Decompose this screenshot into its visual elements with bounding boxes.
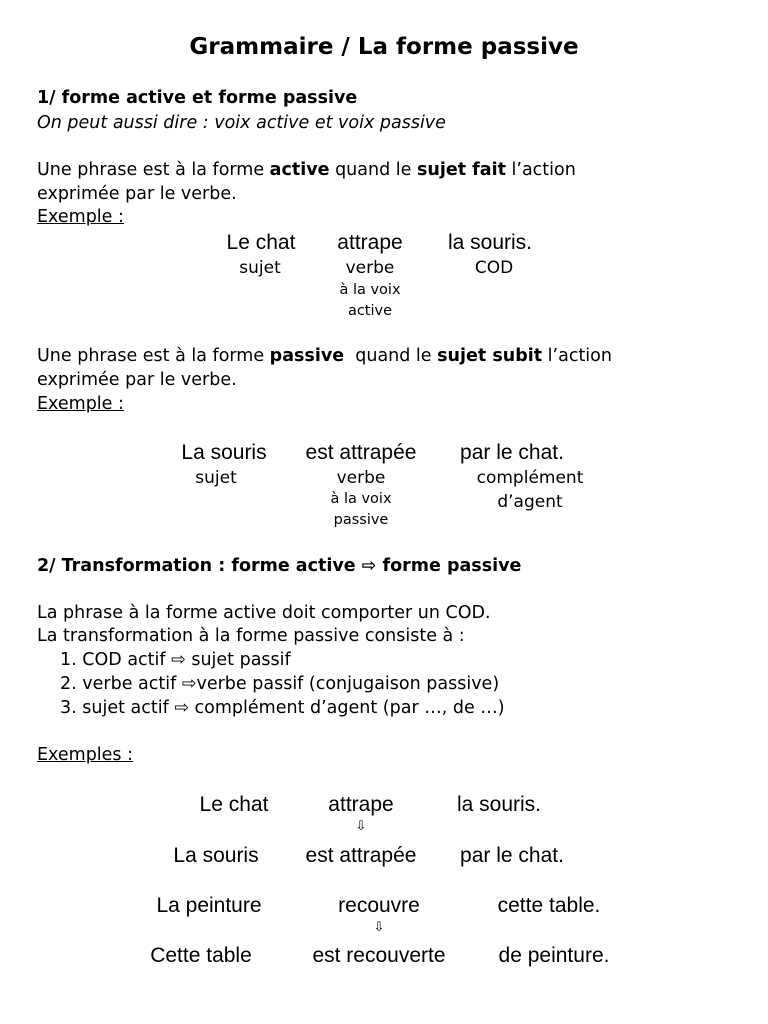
transform2-passive-verb: est recouverte (312, 944, 446, 967)
section1-subtitle: On peut aussi dire : voix active et voix passive (37, 113, 446, 133)
section2-heading (37, 556, 521, 576)
down-arrow-icon: ⇩ (373, 920, 385, 935)
section2-heading-text-1: 2/ Transformation : forme active (37, 556, 362, 576)
transform2-passive-agent: de peinture. (498, 944, 610, 967)
step-number: 1. (60, 650, 77, 670)
transform2-passive-subject: Cette table (150, 944, 252, 967)
step-text: COD actif ⇨ sujet passif (82, 650, 291, 670)
passive-def-bold-2: sujet subit (437, 346, 543, 366)
examples-label: Exemples : (37, 745, 134, 765)
example-passive-label-subject: sujet (195, 468, 237, 488)
passive-def-text-3: l’action (542, 346, 612, 366)
transform1-passive-subject: La souris (173, 844, 259, 867)
passive-def-text-1: Une phrase est à la forme (37, 346, 270, 366)
example-passive-label-agent-2: d’agent (497, 492, 563, 512)
transform1-passive-agent: par le chat. (460, 844, 564, 867)
active-def-bold-1: active (269, 160, 330, 180)
passive-def-bold-1: passive (269, 346, 345, 366)
passive-def-text-2: quand le (344, 346, 438, 366)
section2-heading-text-2: forme passive (376, 556, 522, 576)
example-active-label-cod: COD (474, 258, 514, 278)
step-number: 2. (60, 674, 77, 694)
transform2-active-cod: cette table. (497, 894, 601, 917)
section2-line1: La phrase à la forme active doit comporter un COD. (37, 603, 491, 623)
step-2 (60, 674, 499, 694)
example-passive-word-subject: La souris (181, 441, 267, 464)
example-active-word-cod: la souris. (447, 231, 533, 254)
example-passive-label-verb: verbe (336, 468, 386, 488)
step-text: verbe actif ⇨verbe passif (conjugaison passive) (82, 674, 500, 694)
example-passive-verb-note (330, 489, 391, 531)
example-active-verb-note (339, 280, 400, 322)
passive-definition (37, 346, 612, 366)
example-active-word-verb: attrape (337, 231, 403, 254)
transform1-active-verb: attrape (328, 793, 394, 816)
active-def-text-1: Une phrase est à la forme (37, 160, 270, 180)
verb-note-passive-line2: passive (333, 512, 389, 528)
example-passive-label-agent: complément (476, 468, 584, 488)
example-active-label-verb: verbe (345, 258, 395, 278)
example-passive-word-verb: est attrapée (305, 441, 417, 464)
active-definition (37, 160, 576, 180)
example-active-word-subject: Le chat (226, 231, 296, 254)
passive-definition-line2: exprimée par le verbe. (37, 370, 237, 390)
example-label-2: Exemple : (37, 394, 124, 414)
step-number: 3. (60, 698, 77, 718)
section1-heading: 1/ forme active et forme passive (37, 88, 358, 108)
active-def-text-2: quand le (329, 160, 417, 180)
page-title: Grammaire / La forme passive (189, 34, 579, 60)
transform1-passive-verb: est attrapée (305, 844, 417, 867)
example-active-label-subject: sujet (239, 258, 281, 278)
verb-note-line1: à la voix (339, 282, 401, 298)
example-label: Exemple : (37, 207, 124, 227)
active-definition-line2: exprimée par le verbe. (37, 184, 237, 204)
transform1-active-subject: Le chat (199, 793, 269, 816)
active-def-bold-2: sujet fait (416, 160, 506, 180)
step-text: sujet actif ⇨ complément d’agent (par …, de …) (82, 698, 505, 718)
example-passive-word-agent: par le chat. (460, 441, 564, 464)
active-def-text-3: l’action (505, 160, 576, 180)
verb-note-passive-line1: à la voix (330, 491, 392, 507)
section2-line2: La transformation à la forme passive consiste à : (37, 626, 465, 646)
step-1 (60, 650, 291, 670)
transform1-active-cod: la souris. (456, 793, 542, 816)
verb-note-line2: active (347, 303, 393, 319)
right-arrow-icon: ⇨ (361, 556, 377, 576)
transform2-active-subject: La peinture (156, 894, 262, 917)
transform2-active-verb: recouvre (338, 894, 420, 917)
step-3 (60, 698, 505, 718)
down-arrow-icon: ⇩ (355, 819, 367, 834)
